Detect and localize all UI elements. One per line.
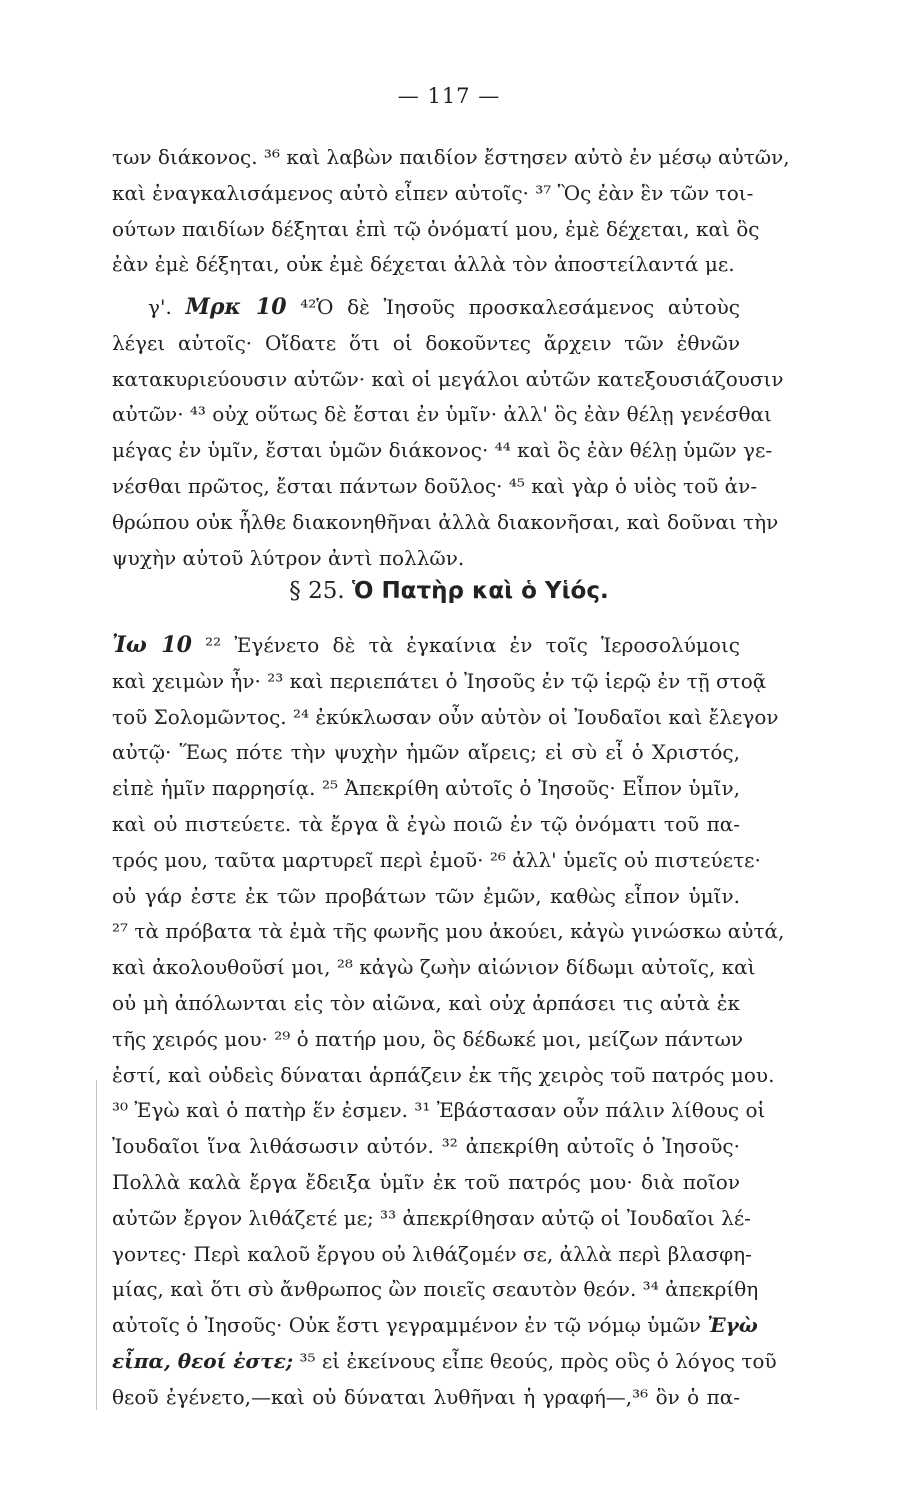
section-prefix: γ'. bbox=[148, 295, 172, 319]
page-number: — 117 — bbox=[397, 84, 501, 108]
text-line: γοντες· Περὶ καλοῦ ἔργου οὐ λιθάζομέν σε, ἀλλὰ περὶ βλασφη- bbox=[112, 1241, 752, 1266]
text-line: Πολλὰ καλὰ ἔργα ἔδειξα ὑμῖν ἐκ τοῦ πατρός μου· διὰ ποῖον bbox=[112, 1169, 740, 1194]
section-heading bbox=[0, 578, 898, 604]
quotation-emphasis: Ἐγὼ bbox=[707, 1313, 758, 1338]
text-line: εἰπὲ ἡμῖν παρρησίᾳ. ²⁵ Ἀπεκρίθη αὐτοῖς ὁ Ἰησοῦς· Εἶπον ὑμῖν, bbox=[112, 776, 740, 801]
text-line: τρός μου, ταῦτα μαρτυρεῖ περὶ ἐμοῦ· ²⁶ ἀλλ' ὑμεῖς οὐ πιστεύετε· bbox=[112, 847, 761, 872]
quotation-emphasis: εἶπα, θεοί ἐστε; bbox=[112, 1348, 294, 1373]
text-fragment: ⁴²Ὁ δὲ Ἰησοῦς προσκαλεσάμενος αὐτοὺς bbox=[300, 295, 741, 319]
paragraph-mark-10 bbox=[112, 290, 784, 576]
text-line: αὐτῷ· Ἕως πότε τὴν ψυχὴν ἡμῶν αἴρεις; εἰ σὺ εἶ ὁ Χριστός, bbox=[112, 740, 740, 765]
section-title: Ὁ Πατὴρ καὶ ὁ Υἱός. bbox=[351, 578, 609, 604]
text-line: καὶ οὐ πιστεύετε. τὰ ἔργα ἃ ἐγὼ ποιῶ ἐν τῷ ὀνόματι τοῦ πα- bbox=[112, 811, 740, 836]
text-line: λέγει αὐτοῖς· Οἴδατε ὅτι οἱ δοκοῦντες ἄρχειν τῶν ἐθνῶν bbox=[112, 330, 740, 355]
text-line: καὶ ἐναγκαλισάμενος αὐτὸ εἶπεν αὐτοῖς· ³⁷ Ὃς ἐὰν ἓν τῶν τοι- bbox=[112, 180, 754, 205]
text-line: των διάκονος. ³⁶ καὶ λαβὼν παιδίον ἔστησεν αὐτὸ ἐν μέσῳ αὐτῶν, bbox=[112, 145, 790, 169]
text-line: μέγας ἐν ὑμῖν, ἔσται ὑμῶν διάκονος· ⁴⁴ καὶ ὃς ἐὰν θέλῃ ὑμῶν γε- bbox=[112, 438, 773, 463]
text-line: τοῦ Σολομῶντος. ²⁴ ἐκύκλωσαν οὖν αὐτὸν οἱ Ἰουδαῖοι καὶ ἔλεγον bbox=[112, 704, 779, 729]
section-number: § 25. bbox=[289, 578, 345, 604]
text-line: τῆς χειρός μου· ²⁹ ὁ πατήρ μου, ὃς δέδωκέ μοι, μείζων πάντων bbox=[112, 1026, 744, 1051]
text-line: καὶ ἀκολουθοῦσί μοι, ²⁸ κἀγὼ ζωὴν αἰώνιον δίδωμι αὐτοῖς, καὶ bbox=[112, 955, 756, 980]
text-line bbox=[112, 1308, 758, 1344]
text-line: καὶ χειμὼν ἦν· ²³ καὶ περιεπάτει ὁ Ἰησοῦς ἐν τῷ ἱερῷ ἐν τῇ στοᾷ bbox=[112, 668, 767, 693]
paragraph-john-10 bbox=[112, 628, 785, 1416]
text-line bbox=[112, 290, 740, 326]
text-fragment: ³⁵ εἰ ἐκείνους εἶπε θεούς, πρὸς οὓς ὁ λόγος τοῦ bbox=[299, 1348, 777, 1373]
scripture-reference: Ἰω 10 bbox=[112, 632, 192, 658]
text-line: μίας, καὶ ὅτι σὺ ἄνθρωπος ὢν ποιεῖς σεαυτὸν θεόν. ³⁴ ἀπεκρίθη bbox=[112, 1277, 759, 1302]
text-line: νέσθαι πρῶτος, ἔσται πάντων δοῦλος· ⁴⁵ καὶ γὰρ ὁ υἱὸς τοῦ ἀν- bbox=[112, 473, 758, 498]
text-line: ψυχὴν αὐτοῦ λύτρον ἀντὶ πολλῶν. bbox=[112, 545, 465, 570]
text-line: ²⁷ τὰ πρόβατα τὰ ἐμὰ τῆς φωνῆς μου ἀκούει, κἀγὼ γινώσκω αὐτά, bbox=[112, 919, 785, 944]
text-line: θεοῦ ἐγένετο,—καὶ οὐ δύναται λυθῆναι ἡ γραφή—,³⁶ ὃν ὁ πα- bbox=[112, 1384, 740, 1409]
text-line: θρώπου οὐκ ἦλθε διακονηθῆναι ἀλλὰ διακονῆσαι, καὶ δοῦναι τὴν bbox=[112, 509, 779, 534]
scripture-reference: Μρκ 10 bbox=[185, 294, 287, 320]
text-line: οὐ μὴ ἀπόλωνται εἰς τὸν αἰῶνα, καὶ οὐχ ἁρπάσει τις αὐτὰ ἐκ bbox=[112, 990, 740, 1015]
text-line: ³⁰ Ἐγὼ καὶ ὁ πατὴρ ἕν ἐσμεν. ³¹ Ἐβάστασαν οὖν πάλιν λίθους οἱ bbox=[112, 1098, 766, 1123]
text-fragment: αὐτοῖς ὁ Ἰησοῦς· Οὐκ ἔστι γεγραμμένον ἐν τῷ νόμῳ ὑμῶν bbox=[112, 1313, 701, 1338]
text-line bbox=[112, 628, 740, 664]
text-line: οὐ γάρ ἐστε ἐκ τῶν προβάτων τῶν ἐμῶν, καθὼς εἶπον ὑμῖν. bbox=[112, 883, 740, 908]
text-line: ἐὰν ἐμὲ δέξηται, οὐκ ἐμὲ δέχεται ἀλλὰ τὸν ἀποστείλαντά με. bbox=[112, 252, 735, 277]
margin-rule bbox=[96, 1080, 97, 1410]
text-line: Ἰουδαῖοι ἵνα λιθάσωσιν αὐτόν. ³² ἀπεκρίθη αὐτοῖς ὁ Ἰησοῦς· bbox=[112, 1134, 740, 1159]
text-line: ούτων παιδίων δέξηται ἐπὶ τῷ ὀνόματί μου, ἐμὲ δέχεται, καὶ ὃς bbox=[112, 216, 760, 241]
paragraph-continuation bbox=[112, 140, 790, 283]
text-line: ἐστί, καὶ οὐδεὶς δύναται ἁρπάζειν ἐκ τῆς χειρὸς τοῦ πατρός μου. bbox=[112, 1062, 775, 1087]
text-line: κατακυριεύουσιν αὐτῶν· καὶ οἱ μεγάλοι αὐτῶν κατεξουσιάζουσιν bbox=[112, 366, 784, 391]
text-fragment: ²² Ἐγένετο δὲ τὰ ἐγκαίνια ἐν τοῖς Ἱεροσολύμοις bbox=[205, 633, 740, 657]
text-line bbox=[112, 1344, 777, 1380]
text-line: αὐτῶν· ⁴³ οὐχ οὕτως δὲ ἔσται ἐν ὑμῖν· ἀλλ' ὃς ἐὰν θέλῃ γενέσθαι bbox=[112, 402, 772, 427]
text-line: αὐτῶν ἔργον λιθάζετέ με; ³³ ἀπεκρίθησαν αὐτῷ οἱ Ἰουδαῖοι λέ- bbox=[112, 1205, 751, 1230]
